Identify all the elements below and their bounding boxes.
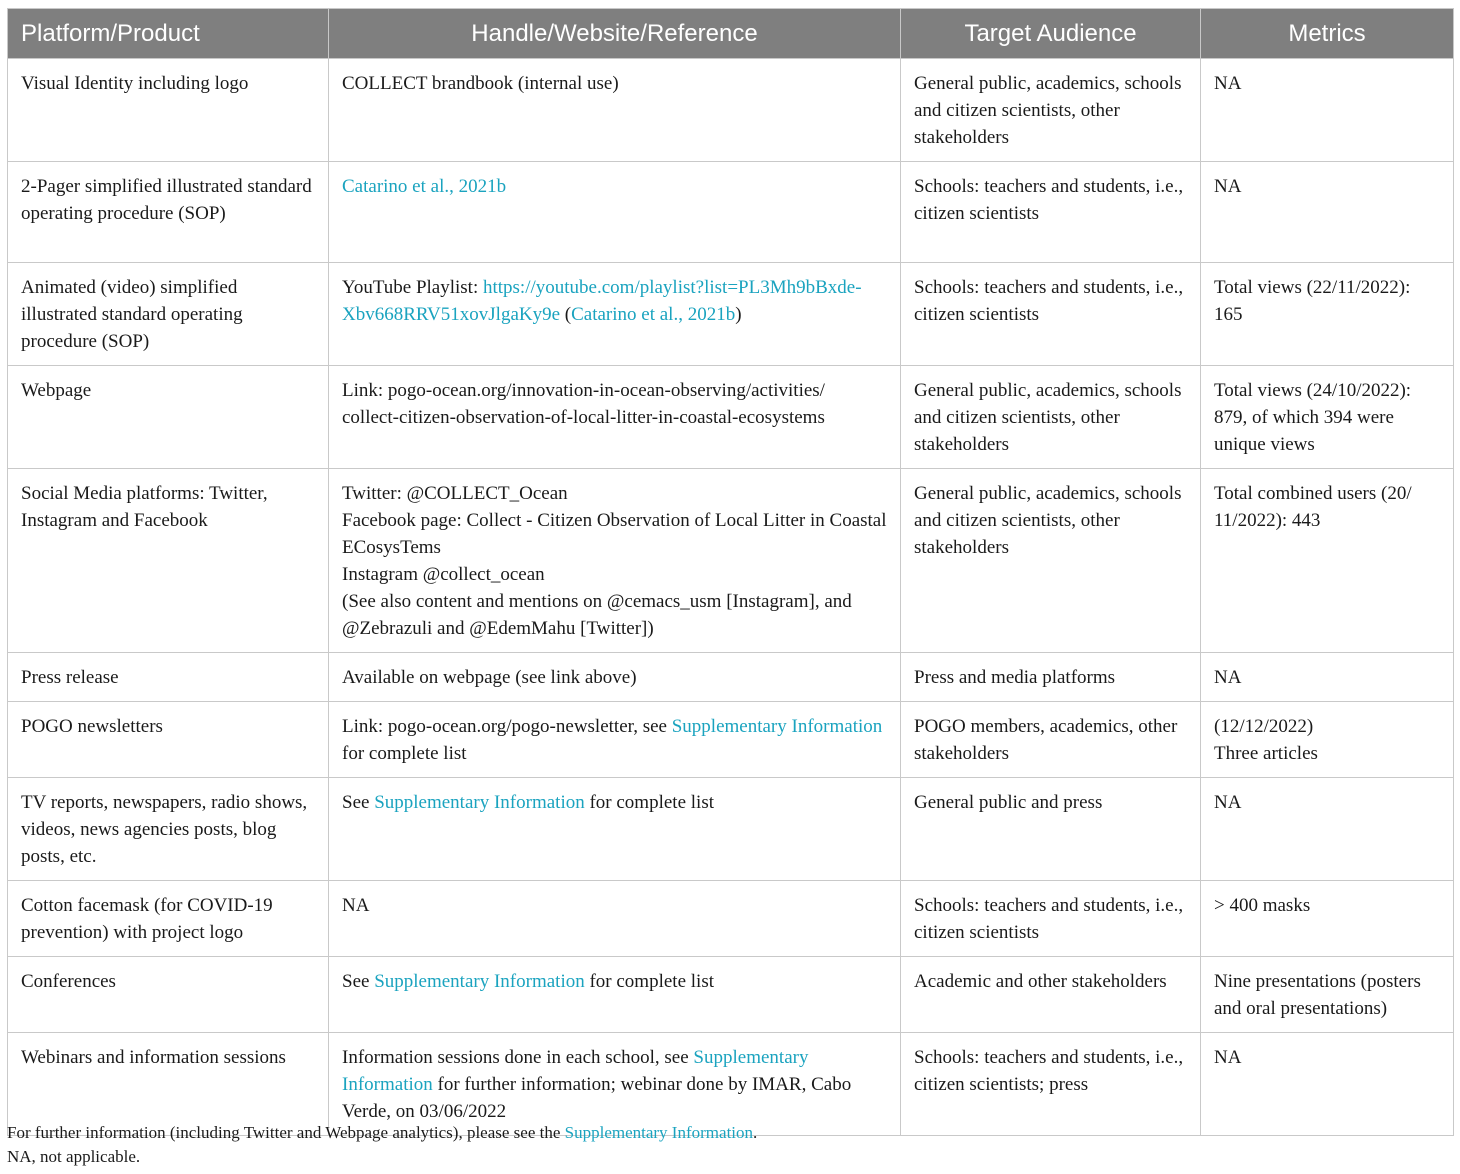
facebook-page: Facebook page: Collect - Citizen Observation of Local Litter in Coastal ECosysTems [342,510,887,558]
cell-platform: Webinars and information sessions [8,1033,329,1136]
footnote-prefix: For further information (including Twitter and Webpage analytics), please see the [7,1123,565,1142]
cell-platform: Animated (video) simplified illustrated standard operating procedure (SOP) [8,263,329,366]
cell-audience: Press and media platforms [901,653,1201,702]
footnote-suffix: . [753,1123,758,1142]
cell-audience: Schools: teachers and students, i.e., citizen scientists [901,263,1201,366]
handle-suffix: for complete list [342,743,467,764]
cell-platform: Cotton facemask (for COVID-19 prevention) with project logo [8,881,329,957]
footnote-further-info [7,1121,757,1145]
webpage-link-line2: collect-citizen-observation-of-local-litter-in-coastal-ecosystems [342,407,825,428]
cell-metrics: Total views (22/11/2022): 165 [1201,263,1454,366]
cell-audience: General public, academics, schools and citizen scientists, other stakeholders [901,366,1201,469]
youtube-link-part1[interactable]: https://youtube.com/playlist?list=PL3Mh9bBxde- [482,277,862,298]
data-table-container [7,8,1453,1136]
cell-metrics: NA [1201,778,1454,881]
cell-handle [329,778,901,881]
handle-suffix: for complete list [584,971,714,992]
mentions-note: (See also content and mentions on @cemacs_usm [Instagram], and @Zebrazuli and @EdemMahu [Twitter]) [342,591,852,639]
youtube-prefix: YouTube Playlist: [342,277,483,298]
cell-metrics: > 400 masks [1201,881,1454,957]
table-row [8,653,1454,702]
cell-platform: POGO newsletters [8,702,329,778]
table-row [8,162,1454,263]
cell-handle [329,469,901,653]
table-row [8,366,1454,469]
cell-handle: Available on webpage (see link above) [329,653,901,702]
citation-link[interactable]: Catarino et al., 2021b [342,176,507,197]
cell-metrics: NA [1201,1033,1454,1136]
cell-handle [329,263,901,366]
cell-metrics: NA [1201,59,1454,162]
instagram-handle: Instagram @collect_ocean [342,564,545,585]
supplementary-info-link[interactable]: Supplementary Information [374,792,585,813]
table-header-row [8,9,1454,59]
cell-audience: General public and press [901,778,1201,881]
cell-platform: TV reports, newspapers, radio shows, videos, news agencies posts, blog posts, etc. [8,778,329,881]
cell-metrics: Total combined users (20/ 11/2022): 443 [1201,469,1454,653]
cell-audience: Schools: teachers and students, i.e., citizen scientists [901,162,1201,263]
metrics-value: Three articles [1214,743,1318,764]
cell-audience: General public, academics, schools and citizen scientists, other stakeholders [901,469,1201,653]
cell-handle [329,702,901,778]
cell-metrics: Nine presentations (posters and oral presentations) [1201,957,1454,1033]
header-metrics: Metrics [1201,9,1454,59]
supplementary-info-link[interactable]: Supplementary Information [374,971,585,992]
table-row [8,469,1454,653]
cell-metrics: NA [1201,653,1454,702]
supplementary-info-link[interactable]: Supplementary Information [564,1123,754,1142]
data-table [7,8,1454,1136]
table-row [8,263,1454,366]
handle-prefix: Link: pogo-ocean.org/pogo-newsletter, see [342,716,672,737]
citation-link[interactable]: Catarino et al., 2021b [571,304,736,325]
cell-platform: Webpage [8,366,329,469]
handle-prefix: Information sessions done in each school, see [342,1047,694,1068]
cell-handle [329,162,901,263]
twitter-handle: Twitter: @COLLECT_Ocean [342,483,568,504]
header-platform: Platform/Product [8,9,329,59]
handle-prefix: See [342,971,375,992]
handle-suffix: for further information; webinar done by IMAR, Cabo Verde, on 03/06/2022 [342,1074,852,1122]
paren-open: ( [560,304,572,325]
table-row [8,881,1454,957]
cell-audience: Schools: teachers and students, i.e., citizen scientists [901,881,1201,957]
cell-platform: Social Media platforms: Twitter, Instagram and Facebook [8,469,329,653]
cell-audience: Schools: teachers and students, i.e., citizen scientists; press [901,1033,1201,1136]
cell-metrics [1201,702,1454,778]
header-audience: Target Audience [901,9,1201,59]
handle-suffix: for complete list [584,792,714,813]
cell-handle [329,957,901,1033]
cell-platform: Conferences [8,957,329,1033]
youtube-link-part2[interactable]: Xbv668RRV51xovJlgaKy9e [342,304,561,325]
cell-metrics: NA [1201,162,1454,263]
cell-handle: COLLECT brandbook (internal use) [329,59,901,162]
cell-audience: General public, academics, schools and citizen scientists, other stakeholders [901,59,1201,162]
supplementary-info-link[interactable]: Supplementary Information [671,716,883,737]
cell-audience: POGO members, academics, other stakeholders [901,702,1201,778]
table-row [8,702,1454,778]
supplementary-info-link[interactable]: Supplementary Information [342,1047,809,1095]
cell-handle [329,366,901,469]
table-row [8,778,1454,881]
cell-audience: Academic and other stakeholders [901,957,1201,1033]
cell-metrics: Total views (24/10/2022): 879, of which 394 were unique views [1201,366,1454,469]
cell-platform: 2-Pager simplified illustrated standard operating procedure (SOP) [8,162,329,263]
footnote-na-definition: NA, not applicable. [7,1147,141,1166]
handle-prefix: See [342,792,375,813]
header-handle: Handle/Website/Reference [329,9,901,59]
metrics-date: (12/12/2022) [1214,716,1314,737]
cell-handle: NA [329,881,901,957]
table-row [8,59,1454,162]
paren-close: ) [735,304,742,325]
cell-platform: Visual Identity including logo [8,59,329,162]
cell-platform: Press release [8,653,329,702]
webpage-link-line1: Link: pogo-ocean.org/innovation-in-ocean-observing/activities/ [342,380,825,401]
table-row [8,957,1454,1033]
